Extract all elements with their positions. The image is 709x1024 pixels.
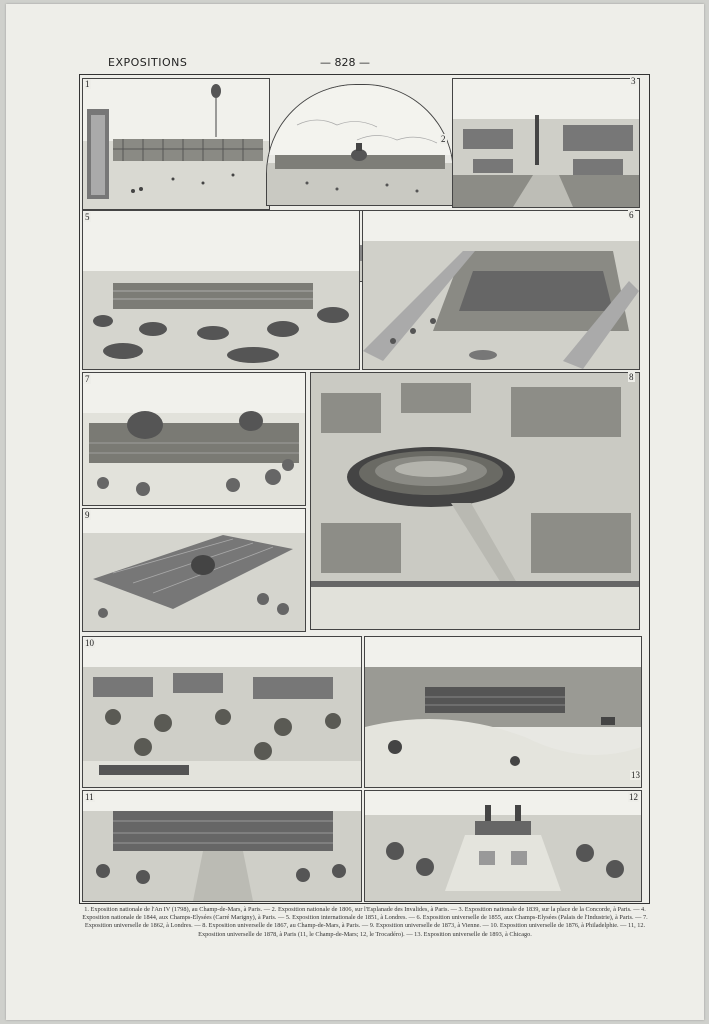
engraving-panel-3 (452, 78, 640, 208)
panel-number-11: 11 (85, 792, 94, 802)
engraving-panel-9 (82, 508, 306, 632)
panel-number-7: 7 (85, 374, 90, 384)
engraving-panel-10 (82, 636, 362, 788)
engraving-panel-7 (82, 372, 306, 506)
panel-number-13: 13 (631, 770, 640, 780)
panel-number-9: 9 (85, 510, 90, 520)
engraving-panel-5 (82, 210, 360, 370)
panel-number-3: 3 (631, 76, 636, 86)
panel-number-1: 1 (85, 79, 90, 89)
panel-number-8: 8 (629, 372, 634, 382)
panel-number-12: 12 (629, 792, 638, 802)
page-header (0, 56, 709, 72)
engraving-panel-8 (310, 372, 640, 630)
panel-number-5: 5 (85, 212, 90, 222)
engraving-panel-11 (82, 790, 362, 902)
engraving-panel-12 (364, 790, 642, 902)
engraving-panel-6 (362, 210, 640, 370)
panel-number-10: 10 (85, 638, 94, 648)
plate-caption: 1. Exposition nationale de l'An IV (1798), au Champ-de-Mars, à Paris. — 2. Exposition nationale de 1806, sur l'Esplanade des Invalides, à Paris. — 3. Exposition nationale de 1839, sur la place de la Concorde, à Paris. — 4. Exposition nationale de 1844, aux Champs-Elysées (Carré Marigny), à Paris. — 5. Exposition internationale de 1851, à Londres. — 6. Exposition universelle de 1855, aux Champs-Elysées (Palais de l'Industrie), à Paris. — 7. Exposition universelle de 1862, à Londres. — 8. Exposition universelle de 1867, au Champ-de-Mars, à Paris. — 9. Exposition universelle de 1873, à Vienne. — 10. Exposition universelle de 1876, à Philadelphie. — 11, 12. Exposition universelle de 1878, à Paris (11, le Champ-de-Mars; 12, le Trocadéro). — 13. Exposition universelle de 1893, à Chicago. (82, 906, 648, 938)
panel-number-6: 6 (629, 210, 634, 220)
engraving-panel-13 (364, 636, 642, 788)
engraving-panel-1 (82, 78, 270, 210)
page-title: EXPOSITIONS (108, 56, 188, 69)
panel-number-2: 2 (441, 134, 446, 144)
page-number: — 828 — (320, 56, 370, 69)
engraving-panel-2 (266, 84, 454, 206)
